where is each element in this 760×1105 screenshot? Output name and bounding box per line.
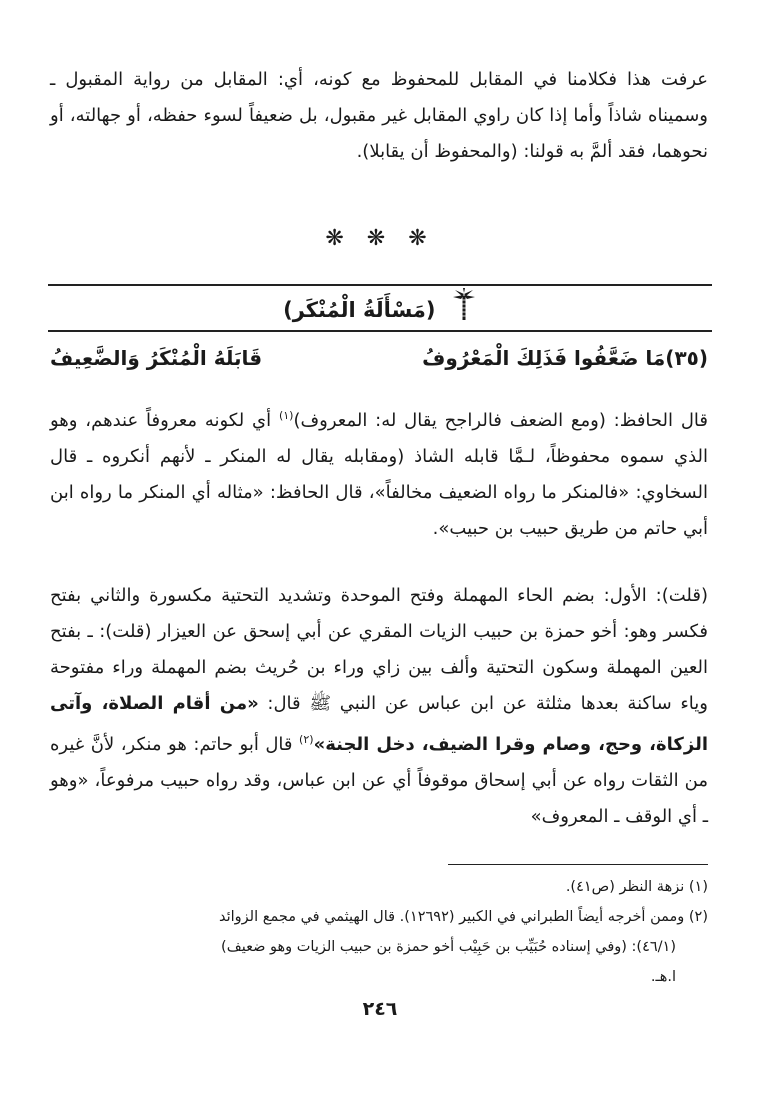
- verse-line: [50, 338, 708, 378]
- verse-number: (٣٥): [665, 346, 708, 370]
- footnote-2-line-2: (٤٦/١): (وفي إسناده حُبَيِّب بن حَبِيْب أخو حمزة بن حبيب الزيات وهو ضعيف): [221, 939, 676, 955]
- paragraph-2-part-b: قال أبو حاتم: هو منكر، لأنَّ غيره من الثقات رواه عن أبي إسحاق موقوفاً أي عن ابن عباس، وقد رواه حبيب مرفوعاً، «وهو ـ أي الوقف ـ المعروف»: [50, 734, 708, 827]
- hadith-text: «من أقام الصلاة، وآتى الزكاة، وحج، وصام وقرا الضيف، دخل الجنة»: [50, 693, 708, 755]
- section-separator: ❋ ❋ ❋: [325, 226, 435, 251]
- title-rule-top: [48, 284, 712, 286]
- palm-tree-icon: [451, 288, 477, 334]
- footnote-2-line-1: (٢) وممن أخرجه أيضاً الطبراني في الكبير (١٢٦٩٢). قال الهيثمي في مجمع الزوائد: [219, 909, 708, 925]
- verse-hemistich-1: مَا ضَعَّفُوا فَذَلِكَ الْمَعْرُوفُ: [422, 346, 666, 370]
- paragraph-1-part-a: قال الحافظ: (ومع الضعف فالراجح يقال له: المعروف): [293, 410, 708, 431]
- paragraph-top: عرفت هذا فكلامنا في المقابل للمحفوظ مع كونه، أي: المقابل من رواية المقبول ـ وسميناه شاذاً وأما إذا كان راوي المقابل غير مقبول، بل ضعيفاً لسوء حفظه، أو جهالته، أو نحوهما، فقد ألمَّ به قولنا: (والمحفوظ أن يقابلا).: [50, 69, 708, 162]
- section-title: (مَسْأَلَةُ الْمُنْكَر): [283, 298, 436, 322]
- paragraph-2: [50, 578, 708, 835]
- paragraph-2-part-a: (قلت): الأول: بضم الحاء المهملة وفتح الموحدة وتشديد التحتية مكسورة والثاني بفتح فكسر وهو: أخو حمزة بن حبيب الزيات المقري عن أبي إسحق عن العيزار (قلت): ـ بفتح العين المهملة وسكون التحتية وألف بين زاي وراء بن حُريث بضم المهملة وراء مفتوحة وياء ساكنة بعدها مثلثة عن ابن عباس عن النبي ﷺ قال:: [50, 585, 708, 714]
- section-title-row: [0, 288, 760, 334]
- footnotes: [48, 872, 708, 992]
- paragraph-1: [50, 398, 708, 547]
- page-number: ٢٤٦: [362, 998, 398, 1020]
- title-rule-bottom: [48, 330, 712, 332]
- paragraph-1-part-b: أي لكونه معروفاً عندهم، وهو الذي سموه محفوظاً، لـمَّا قابله الشاذ (ومقابله يقال له المنكر ـ لأنهم أنكروه ـ قال السخاوي: «فالمنكر ما رواه الضعيف مخالفاً»، قال الحافظ: «مثاله أي المنكر ما رواه ابن أبي حاتم من طريق حبيب بن حبيب».: [50, 410, 708, 539]
- footnote-ref-2: (٢): [299, 733, 314, 746]
- footnote-ref-1: (١): [278, 409, 294, 422]
- footnote-divider: [448, 864, 708, 865]
- verse-first-half: [422, 338, 708, 378]
- verse-hemistich-2: قَابَلَهُ الْمُنْكَرُ وَالضَّعِيفُ: [50, 346, 263, 370]
- footnote-1: (١) نزهة النظر (ص٤١).: [565, 879, 708, 895]
- footnote-2-line-3: ا.هـ.: [650, 969, 676, 985]
